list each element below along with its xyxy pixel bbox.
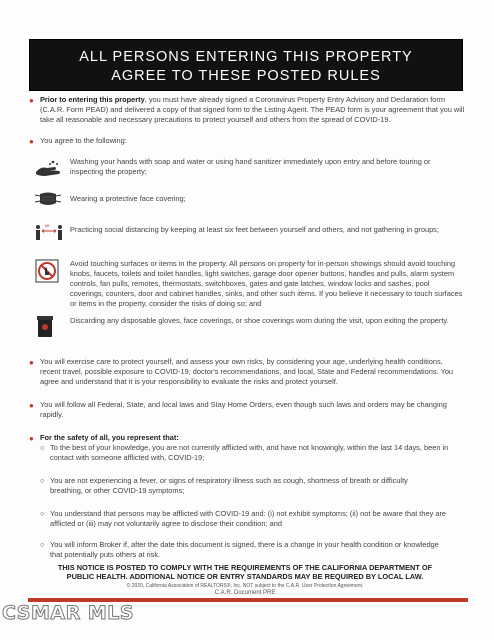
safety-item-3: You understand that persons may be afflicted with COVID-19 and: (i) not exhibit symptoms; (ii) not be aware that they are afflicted or (iii) may not voluntarily agree to disclose their condition; and (50, 509, 447, 528)
intro-paragraph (40, 95, 465, 125)
safety-item-1: To the best of your knowledge, you are not currently afflicted with, and have not knowingly, within the last 14 days, been in contact with someone afflicted with, COVID-19; (50, 443, 449, 462)
copyright-text: © 2020, California Association of REALTORS®, Inc. NOT subject to the C.A.R. User Protection Agreement. (126, 583, 364, 589)
rule-1-text: Washing your hands with soap and water or using hand sanitizer immediately upon entry and before touring or inspecting the property; (70, 157, 431, 176)
title-line-1: ALL PERSONS ENTERING THIS PROPERTY (79, 49, 413, 65)
handwashing-icon (33, 158, 63, 180)
safety-item-4: You will inform Broker if, after the date this document is signed, there is a change in your health condition or knowledge that potentially puts others at risk. (50, 540, 439, 559)
circle-bullet-icon: ○ (40, 540, 45, 549)
bullet-icon: ● (29, 401, 34, 410)
notice-line-2: PUBLIC HEALTH. ADDITIONAL NOTICE OR ENTRY STANDARDS MAY BE REQUIRED BY LOCAL LAW. (66, 572, 424, 581)
mls-watermark: CSMAR MLS (2, 602, 135, 624)
rule-2-text: Wearing a protective face covering; (70, 194, 186, 203)
agree-heading: You agree to the following: (40, 136, 127, 145)
notice-line-1: THIS NOTICE IS POSTED TO COMPLY WITH THE REQUIREMENTS OF THE CALIFORNIA DEPARTMENT OF (57, 563, 433, 572)
safety-item-2: You are not experiencing a fever, or signs of respiratory illness such as cough, shortness of breath or difficulty breathing, or other COVID-19 symptoms; (50, 476, 408, 495)
bullet-icon: ● (29, 434, 34, 443)
circle-bullet-icon: ○ (40, 476, 45, 485)
bullet-icon: ● (29, 358, 34, 367)
title-line-2: AGREE TO THESE POSTED RULES (111, 68, 381, 84)
rule-5-text: Discarding any disposable gloves, face coverings, or shoe coverings worn during the visit, upon exiting the property. (70, 316, 449, 325)
bullet-icon: ● (29, 137, 34, 146)
circle-bullet-icon: ○ (40, 443, 45, 452)
social-distance-icon (33, 219, 65, 243)
distance-label: 6ft. (45, 223, 51, 228)
circle-bullet-icon: ○ (40, 509, 45, 518)
face-mask-icon (34, 190, 62, 208)
safety-heading: For the safety of all, you represent that: (40, 433, 179, 442)
laws-paragraph: You will follow all Federal, State, and local laws and Stay Home Orders, even though such laws and orders may be changing rapidly. (40, 400, 447, 419)
risk-paragraph: You will exercise care to protect yourself, and assess your own risks, by considering your age, underlying health conditions, recent travel, possible exposure to COVID-19, doctor's recommendations, and local, State and Federal recommendations. You agree and understand that it is your responsibility to evaluate the risks and protect yourself. (40, 357, 454, 386)
intro-lead: Prior to entering this property (40, 95, 145, 104)
no-touch-icon (35, 259, 59, 283)
document-id: C.A.R. Document PRE (214, 590, 276, 596)
bullet-icon: ● (29, 96, 34, 105)
rule-3-text: Practicing social distancing by keeping at least six feet between yourself and others, and not gathering in groups; (70, 225, 439, 234)
rule-4-text: Avoid touching surfaces or items in the property. All persons on property for in-person showings should avoid touching knobs, faucets, toilets and toilet handles, light switches, garage door opener buttons, handles and pulls, alarm system controls, fan pulls, remotes, thermostats, switchboxes, gates and gate latches, window locks and sashes, pool coverings, counters, door and cabinet handles, sinks, and other such items. If you believe it necessary to touch surfaces or items in the property, consider the risks of doing so; and (70, 259, 463, 308)
trash-bin-icon (35, 314, 55, 338)
intro-text: , you must have already signed a Coronavirus Property Entry Advisory and Declaration form (C.A.R. Form PEAD) and delivered a copy of that signed form to the Listing Agent. The PEAD form is your agreement that you will take all reasonable and necessary precautions to protect yourself and others from the spread of COVID-19. (40, 95, 465, 124)
title-banner (30, 40, 462, 90)
